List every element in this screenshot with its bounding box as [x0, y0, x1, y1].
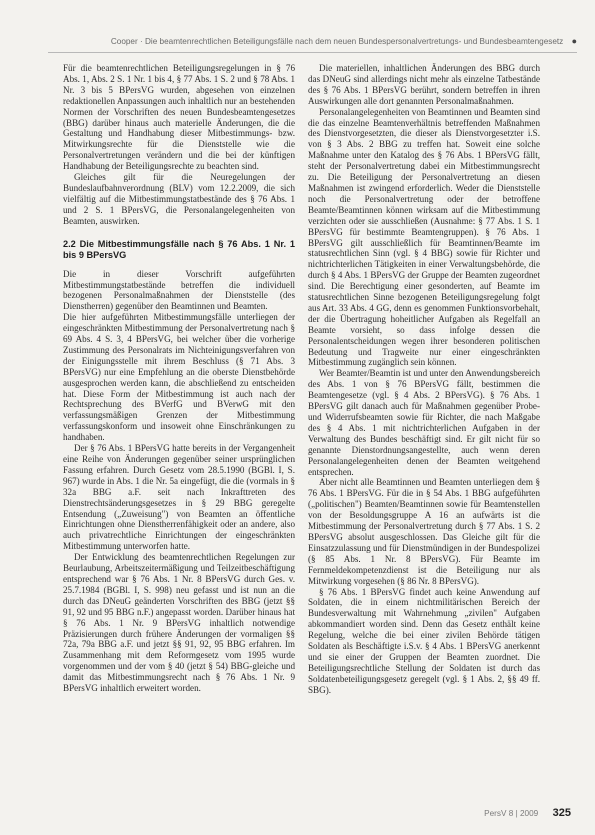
- left-column: [63, 63, 295, 694]
- page-number: 325: [552, 807, 571, 819]
- paragraph: Der § 76 Abs. 1 BPersVG hatte bereits in der Vergangenheit eine Reihe von Änderungen gegenüber seiner ursprünglichen Fassung erfahren. Durch Gesetz vom 28.5.1990 (BGBl. I, S. 967) wurde in Abs. 1 die Nr. 5a eingefügt, die die (vormals in § 32a BBG a.F. seit nach Inkrafttreten des Dienstrechtsänderungsgesetzes in § 29 BBG geregelte Entsendung („Zuweisung") von Beamten an öffentliche Einrichtungen ohne Dienstherrenfähigkeit oder an andere, also auch privatrechtliche Einrichtungen der eingeschränkten Mitbestimmung unterworfen hatte.: [63, 443, 295, 552]
- section-mark-icon: ●: [571, 36, 577, 46]
- page-footer: [484, 803, 571, 821]
- header-divider: [48, 52, 577, 53]
- issue-label: PersV 8 | 2009: [484, 809, 539, 818]
- paragraph: Die materiellen, inhaltlichen Änderungen des BBG durch das DNeuG sind allerdings nicht mehr als einzelne Tatbestände des § 76 Abs. 1 BPersVG berührt, sondern betreffen in ihren Auswirkungen alle dort genannten Personalmaßnahmen.: [308, 63, 540, 106]
- right-column: [308, 63, 540, 696]
- paragraph: Für die beamtenrechtlichen Beteiligungsregelungen in § 76 Abs. 1, Abs. 2 S. 1 Nr. 1 bis 4, § 77 Abs. 1 S. 2 und § 78 Abs. 1 Nr. 3 bis 5 BPersVG wurden, abgesehen von einzelnen redaktionellen Anpassungen auch inhaltlich nur an bestehenden Normen der Vorschriften des neuen Bundesbeamtengesetzes (BBG) darüber hinaus auch materielle Änderungen, die die Gestaltung und Handhabung dieser Mitbestimmungs- bzw. Mitwirkungsrechte für die Dienststelle wie die Personalvertretungen verändern und die bei der künftigen Handhabung der Beteiligungsrechte zu beachten sind.: [63, 63, 295, 172]
- paragraph: § 76 Abs. 1 BPersVG findet auch keine Anwendung auf Soldaten, die in einem nichtmilitärischen Bereich der Bundesverwaltung mit Wahrnehmung „zivilen" Aufgaben abkommandiert worden sind. Denn das Gesetz enthält keine Regelung, welche die bei einer zivilen Behörde tätigen Soldaten als Beschäftigte i.S.v. § 4 Abs. 1 BPersVG anerkennt und sie einer der Gruppen der Beamten zuordnet. Die Beteiligungsrechtliche Stellung der Soldaten ist durch das Soldatenbeteiligungsgesetz geregelt (vgl. § 1 Abs. 2, §§ 49 ff. SBG).: [308, 586, 540, 695]
- paragraph: Gleiches gilt für die Neuregelungen der Bundeslaufbahnverordnung (BLV) vom 12.2.2009, die sich vielfältig auf die Mitbestimmungstatbestände des § 76 Abs. 1 und 2 S. 1 BPersVG, die Personalangelegenheiten von Beamten, auswirken.: [63, 172, 295, 226]
- paragraph: Die hier aufgeführten Mitbestimmungsfälle unterliegen der eingeschränkten Mitbestimmung der Personalvertretung nach § 69 Abs. 4 S. 3, 4 BPersVG, bei welcher über die vorherige Zustimmung des Personalrats im Nichteinigungsverfahren von der Einigungsstelle mit ihrem Beschluss (§ 71 Abs. 3 BPersVG) nur eine Empfehlung an die oberste Dienstbehörde ausgesprochen werden kann, die abschließend zu entscheiden hat. Diese Form der Mitbestimmung ist auch nach der Rechtsprechung des BVerfG und BVerwG mit den verfassungsmäßigen Grenzen der Mitbestimmung verfassungskonform und insoweit ohne Einschränkungen zu handhaben.: [63, 312, 295, 443]
- running-head-text: Cooper · Die beamtenrechtlichen Beteiligungsfälle nach dem neuen Bundespersonalvertretungs- und Bundesbeamtengesetz: [110, 37, 564, 46]
- paragraph: Personalangelegenheiten von Beamtinnen und Beamten sind die das einzelne Beamtenverhältnis betreffenden Maßnahmen des Dienstvorgesetzten, die dieser als Dienstvorgesetzter i.S. von § 3 Abs. 2 BBG zu treffen hat. Soweit eine solche Maßnahme unter den Katalog des § 76 Abs. 1 BPersVG fällt, steht der Personalvertretung dabei ein Mitbestimmungsrecht zu. Die Beteiligung der Personalvertretung an diesen Maßnahmen ist zwingend erforderlich. Weder die Dienststelle noch die Personalvertretung oder der betroffene Beamte/Beamtinnen können wirksam auf die Mitbestimmung verzichten oder sie ausschließen (Ausnahme: § 77 Abs. 1 S. 1 BPersVG für bestimmte Beamtengruppen). § 76 Abs. 1 BPersVG gilt ausschließlich für Beamtinnen/Beamte im statusrechtlichen Sinn (vgl. § 4 BBG) sowie für Richter und nichtrichterlichen Tätigkeiten in einer Verwaltungsbehörde, die durch § 4 Abs. 1 BPersVG der Gruppe der Beamten zugeordnet sind. Die Berechtigung einer gesonderten, auf Beamte im statusrechtlichen Sinne bezogenen Beteiligungsregelung folgt aus Art. 33 Abs. 4 GG, denn es genommen Funktionsvorbehalt, der die Übertragung hoheitlicher Aufgaben als Regelfall an Beamte vorsieht, so dass infolge dessen die Personalentscheidungen wegen ihrer besonderen politischen Bedeutung und Tragweite nur einer eingeschränkten Mitbestimmung zugänglich sein können.: [308, 106, 540, 368]
- paragraph: Aber nicht alle Beamtinnen und Beamten unterliegen dem § 76 Abs. 1 BPersVG. Für die in § 54 Abs. 1 BBG aufgeführten („politischen") Beamten/Beamtinnen sowie für Beamtenstellen von der Besoldungsgruppe A 16 an aufwärts ist die Mitbestimmung der Personalvertretung durch § 77 Abs. 1 S. 2 BPersVG absolut ausgeschlossen. Das Gleiche gilt für die Einsatzzulassung und für Dienstmündigen in der Bundespolizei (§ 85 Abs. 1 Nr. 8 BPersVG). Für Beamte im Fernmeldekompetenzdienst ist die Beteiligung nur als Mitwirkung vorgesehen (§ 86 Nr. 8 BPersVG).: [308, 477, 540, 586]
- paragraph: Die in dieser Vorschrift aufgeführten Mitbestimmungstatbestände betreffen die individuell bezogenen Personalmaßnahmen der Dienststelle (des Dienstherren) gegenüber den Beamtinnen und Beamten.: [63, 268, 295, 312]
- running-head: [48, 36, 577, 50]
- paragraph: Der Entwicklung des beamtenrechtlichen Regelungen zur Beurlaubung, Arbeitszeitermäßigung und Teilzeitbeschäftigung entsprechend war § 76 Abs. 1 Nr. 8 BPersVG durch Ges. v. 25.7.1984 (BGBl. I, S. 998) neu gefasst und ist nun an die durch das DNeuG geänderten Vorschriften des BBG (jetzt §§ 91, 92 und 95 BBG n.F.) angepasst worden. Darüber hinaus hat § 76 Abs. 1 Nr. 9 BPersVG inhaltlich notwendige Präzisierungen durch frühere Änderungen der vormaligen §§ 72a, 79a BBG a.F. und jetzt §§ 91, 92, 95 BBG erfahren. Im Zusammenhang mit dem Reformgesetz vom 1995 wurde vorgenommen und der vom § 40 (jetzt § 54) BBG-gleiche und damit das Mitbestimmungsrecht nach § 76 Abs. 1 Nr. 9 BPersVG inhaltlich erweitert worden.: [63, 552, 295, 694]
- section-heading: 2.2 Die Mitbestimmungsfälle nach § 76 Abs. 1 Nr. 1 bis 9 BPersVG: [63, 238, 295, 260]
- paragraph: Wer Beamter/Beamtin ist und unter den Anwendungsbereich des Abs. 1 von § 76 BPersVG fällt, bestimmen die Beamtengesetze (vgl. § 4 Abs. 2 BPersVG). § 76 Abs. 1 BPersVG gilt danach auch für Maßnahmen gegenüber Probe- und Widerrufsbeamten sowie für Richter, die nach Maßgabe des § 4 Abs. 1 mit nichtrichterlichen Aufgaben in der Verwaltung des Bundes beschäftigt sind. Er gilt nicht für so genannte Dienstordnungsangestellte, auch wenn deren Personalangelegenheiten denen der Beamten weitgehend entsprechen.: [308, 368, 540, 477]
